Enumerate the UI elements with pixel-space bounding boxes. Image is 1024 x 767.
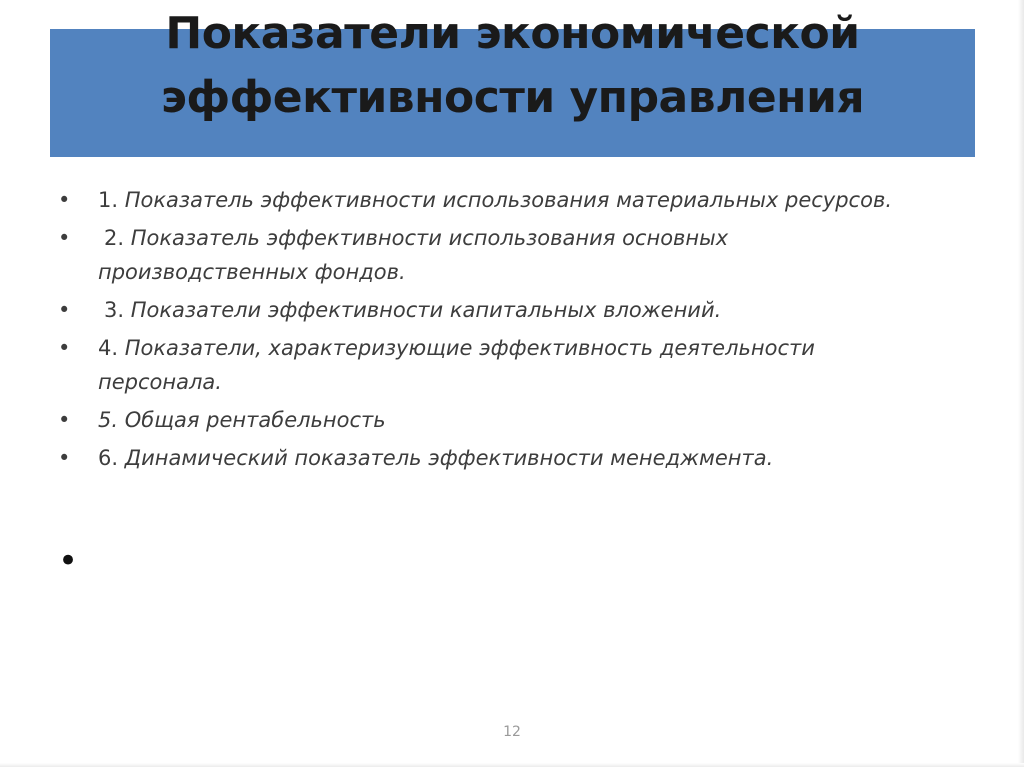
slide-title-line-1: Показатели экономической <box>165 8 860 59</box>
bullet-icon: • <box>58 336 71 360</box>
item-number: 2. <box>104 226 125 250</box>
list-item-3 <box>58 293 918 327</box>
bullet-icon: • <box>58 226 71 250</box>
list-item-6 <box>58 441 918 475</box>
item-text: Динамический показатель эффективности менеджмента. <box>124 446 774 470</box>
list-item-1 <box>58 183 918 217</box>
list-item-5 <box>58 403 918 437</box>
item-number: 3. <box>104 298 125 322</box>
item-number: 6. <box>98 446 119 470</box>
indicator-list <box>58 183 918 479</box>
slide-edge-shadow <box>1018 0 1024 767</box>
item-number: 4. <box>98 336 119 360</box>
item-text: Показатели, характеризующие эффективность деятельности персонала. <box>98 336 815 394</box>
item-text: Показатель эффективности использования основных производственных фондов. <box>98 226 729 284</box>
bullet-icon: • <box>58 408 71 432</box>
page-number: 12 <box>503 724 521 740</box>
item-number: 5. <box>98 408 119 432</box>
item-text: Общая рентабельность <box>124 408 386 432</box>
list-item-4 <box>58 331 918 399</box>
list-item-2 <box>58 221 918 289</box>
bullet-icon: • <box>58 188 71 212</box>
item-text: Показатели эффективности капитальных вложений. <box>130 298 722 322</box>
bullet-icon: • <box>58 446 71 470</box>
item-number: 1. <box>98 188 119 212</box>
slide-bottom-shadow <box>0 763 1024 767</box>
slide-title-line-2: эффективности управления <box>160 72 865 123</box>
bullet-icon: • <box>58 298 71 322</box>
slide-title <box>50 2 975 130</box>
item-text: Показатель эффективности использования материальных ресурсов. <box>124 188 893 212</box>
empty-bullet-icon: • <box>58 541 79 581</box>
